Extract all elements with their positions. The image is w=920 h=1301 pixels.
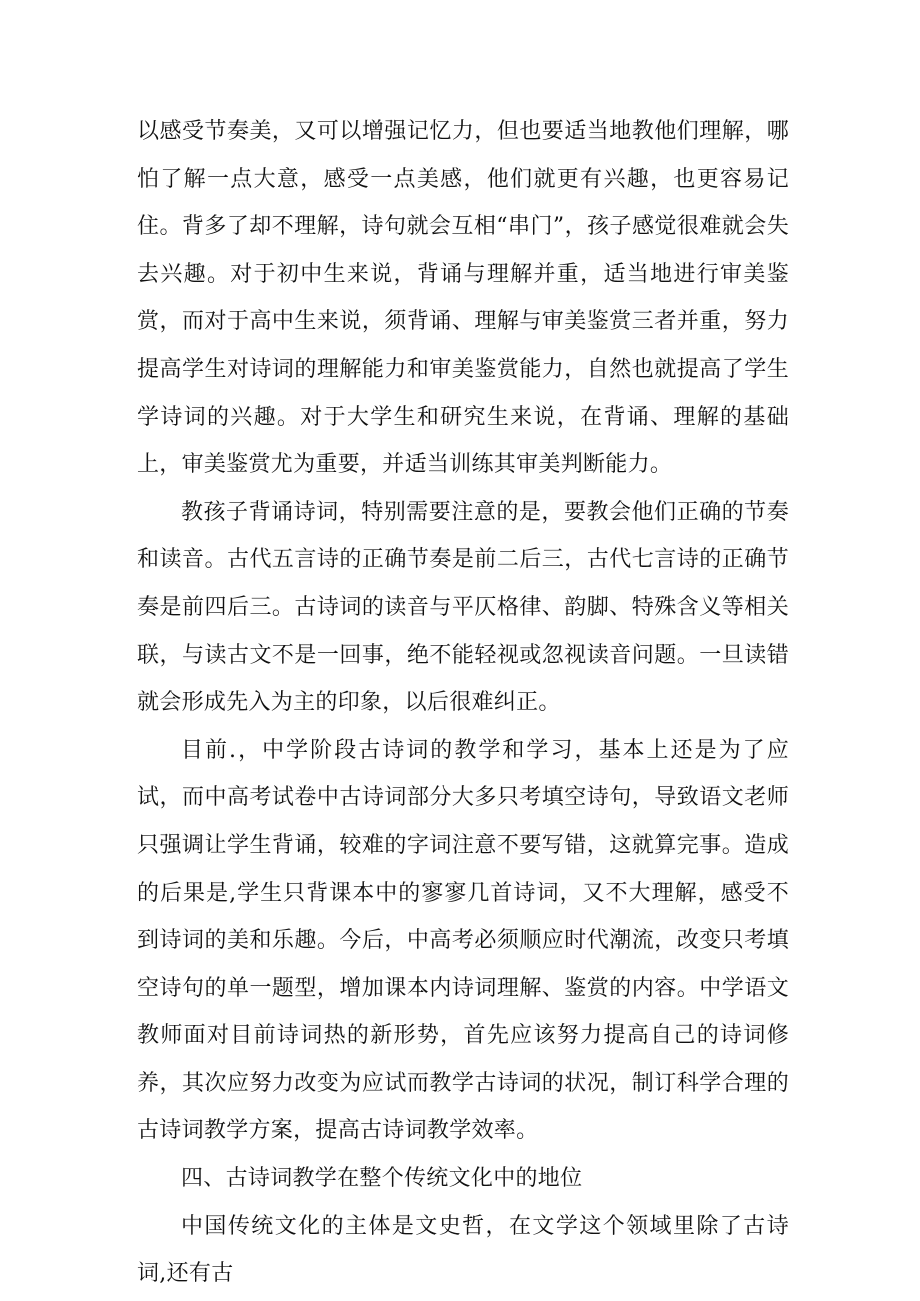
paragraph-pronunciation: 教孩子背诵诗词，特别需要注意的是，要教会他们正确的节奏和读音。古代五言诗的正确节奏是前二后三，古代七言诗的正确节奏是前四后三。古诗词的读音与平仄格律、韵脚、特殊含义等相关联，与读古文不是一回事，绝不能轻视或忽视读音问题。一旦读错就会形成先入为主的印象，以后很难纠正。 xyxy=(137,499,789,716)
body-text xyxy=(137,108,789,1298)
paragraph-continuation: 以感受节奏美，又可以增强记忆力，但也要适当地教他们理解，哪怕了解一点大意，感受一点美感，他们就更有兴趣，也更容易记住。背多了却不理解，诗句就会互相“串门”，孩子感觉很难就会失去兴趣。对于初中生来说，背诵与理解并重，适当地进行审美鉴赏，而对于高中生来说，须背诵、理解与审美鉴赏三者并重，努力提高学生对诗词的理解能力和审美鉴赏能力，自然也就提高了学生学诗词的兴趣。对于大学生和研究生来说，在背诵、理解的基础上，审美鉴赏尤为重要，并适当训练其审美判断能力。 xyxy=(137,119,789,478)
section-heading: 四、古诗词教学在整个传统文化中的地位 xyxy=(181,1166,583,1192)
paragraph-exam-teaching: 目前.，中学阶段古诗词的教学和学习，基本上还是为了应试，而中高考试卷中古诗词部分大多只考填空诗句，导致语文老师只强调让学生背诵，较难的字词注意不要写错，这就算完事。造成的后果是,学生只背课本中的寥寥几首诗词，又不大理解，感受不到诗词的美和乐趣。今后，中高考必须顺应时代潮流，改变只考填空诗句的单一题型，增加课本内诗词理解、鉴赏的内容。中学语文教师面对目前诗词热的新形势，首先应该努力提高自己的诗词修养，其次应努力改变为应试而教学古诗词的状况，制订科学合理的古诗词教学方案，提高古诗词教学效率。 xyxy=(137,737,789,1144)
paragraph-traditional-culture: 中国传统文化的主体是文史哲，在文学这个领域里除了古诗词,还有古 xyxy=(137,1213,789,1287)
